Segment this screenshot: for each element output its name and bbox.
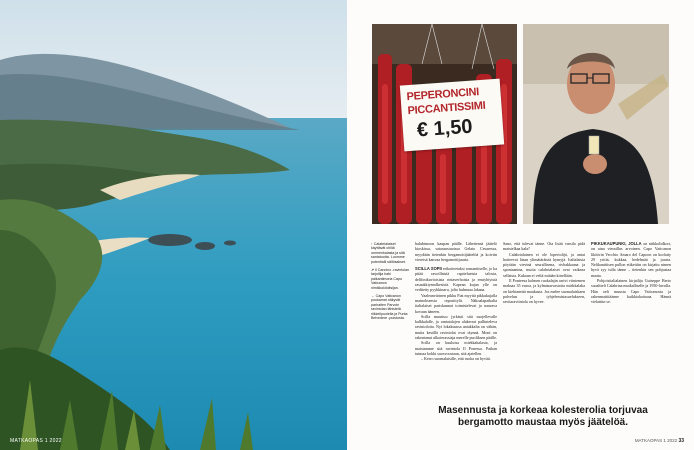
- pull-quote-line1: Masennusta ja korkeaa kolesterolia torjuvaa: [438, 405, 648, 416]
- paragraph-text: on niikkolidkori, on aina vieraillus arvoinen. Capo Vaticanon liköörin Vecchio Amaro del Capoon on korlatty 29 yrttiä, kukkaa, hedelmää ja juurta. Nelikanttiisen pullon etikettiin on kirjattu nimen hyvä syy tulla tänne – tietenkin sen pohjustaa maata.: [591, 241, 671, 278]
- price-sign-price: € 1,50: [416, 115, 474, 142]
- section-lead: PIKKUKAUPUNKI, JOLLA: [591, 241, 642, 246]
- pull-quote: [415, 405, 671, 429]
- caption-2-text: Il Cannino -ravintolan tarjoilija habi paikantimoria Capo Vaticanon nimikkokiloitsijan.: [371, 268, 409, 290]
- right-folio: [635, 438, 684, 444]
- waiter-pouring-liqueur-photo: [523, 24, 669, 224]
- paragraph: Il Ponteesa kolmen ruokalajin arrivi viiniemen maksaa 35 euroa, ja kylmäsarvastotta miekkalaka on kiehtaneitä maukasta. Jos melee suomalaiskaen palvelun ja tyhjelemistasuelukseen, ravitaraviintola on hyvee.: [503, 278, 585, 305]
- caption-arrow-icon: ↗: [371, 268, 375, 273]
- photo-captions: [371, 242, 409, 325]
- paragraph: Scilla on kuuluisa miekkakalasta, ja maistamme sitä ravintola Il Ponessa. Paikan tuimaa kokki suosvoostaan, sitä ajatellen.: [415, 340, 497, 356]
- paragraph: Vaaleanvärinen pikku Fiat myyttä pikkukujalla mainokseesta reposittylit. Näkoalapaikalta italialaiset pariskunnat toimistelevat ja naurava kovaan ääneen.: [415, 292, 497, 314]
- page-number: 33: [678, 438, 684, 444]
- price-sign-line1: PEPERONCINI: [406, 86, 480, 104]
- article-column-2: [503, 241, 585, 305]
- folio-label: MATKAOPAS 1 2022: [634, 438, 678, 443]
- paragraph: [415, 266, 497, 292]
- paragraph: Scilla muuttuu jyrkästi sitä suojellevalle kalkkalalle, ja rantatalojen alakerrat pallinteleva ravintoloita. Nyt lokakuussa aniakkalta on vähän, mutta kesällä ravintolat ovat täynnä. Moni on rakentanut ulkoterassiaja merelle puoliksen päälle.: [415, 313, 497, 341]
- right-page: [347, 0, 694, 450]
- paragraph: halubtmoon kaupan päälle. Lähettensä jäätelö kioskissa, sataraustuoissa Gelato Cesaressa, myydään tietenkin bergamottijäätelöä ja koiviin viereisä kanvaa bergamottijuurta.: [415, 241, 497, 262]
- caption-arrow-icon: ↑: [371, 242, 373, 246]
- paragraph: Sano, että tulevat tänne. Ota lisää varsilo pidä maistelkaa kala?: [503, 241, 585, 252]
- caption-3: [371, 294, 409, 320]
- article-column-3: [591, 241, 671, 305]
- caption-3-text: Capo Vaticanon puukamat näkyvät parhaiten Parvoin ravintolan lähistelä riikkelipuolella ja Punta Belvedere -puistosta.: [371, 294, 408, 321]
- price-sign-line2: PICCANTISSIMI: [407, 99, 486, 118]
- article-column-1: [415, 241, 497, 362]
- paragraph: Calabrialainen ei ole lopertolijä, ja antai hotteevat läsan ylimätäräistä hymyjä. Italialaista pöytään vievinä seurallisena, rivhakkaana ja spontaanina, mutta calabrialaiset ovat vaikeaa sellaisia. Kukaan ei veltä mitään kiirellään.: [503, 251, 585, 278]
- paragraph: [591, 241, 671, 278]
- caption-1-text: Calabrialaiset käyttävät chiliä ommenkalasta ja sitä santatuotta. Luomme potentialli säilösakset.: [371, 242, 406, 264]
- price-sign: [400, 79, 504, 152]
- paragraph: – Kerro suomalaisille, että ruoka on hyvää.: [421, 356, 491, 362]
- pull-quote-line2: bergamotto maustaa myös jäätelöä.: [457, 417, 629, 428]
- chili-market-photo: [372, 24, 517, 224]
- caption-arrow-icon: ←: [371, 294, 375, 299]
- paragraph-text: erikoiteetaksi romanttiselle, jo ka pitää ravoillaisiä rapitelueista talosta, delfiinikuvioisista rintaverhoista ja ensiyhtyistä rasaukkiymolkesistä. Kapean kujan ylle on veditetty pyykkinaru, jolta hulmuaa lakana.: [415, 266, 498, 293]
- caption-2: [371, 268, 409, 290]
- paragraph: Pohjoisitalialainen kirjailija Guiseppe Berto suoaltteli Calabriaa mutkalliselle ja 1950-luvulla. Hän oeli muusta Capo Vaticanosta ja rakenmattitäänne kaikkiokottuna. Hännä vielattiin se.: [591, 278, 671, 305]
- caption-1: [371, 242, 409, 264]
- left-folio: MATKAOPAS 1 2022: [10, 438, 62, 444]
- section-lead: SCILLA SOPII: [415, 266, 442, 272]
